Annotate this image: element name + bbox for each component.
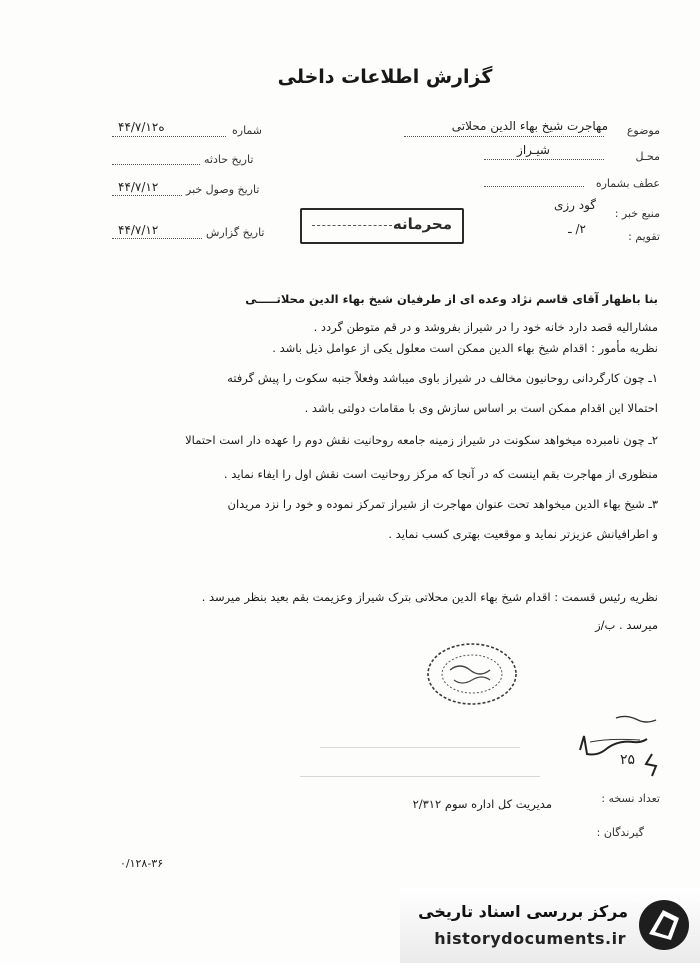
copies-label: تعداد نسخه : <box>601 792 660 805</box>
number-underline <box>112 136 226 137</box>
source-value: گود رزی <box>553 198 596 212</box>
archive-name: مرکز بررسی اسناد تاریخی <box>418 902 628 921</box>
faint-line-2 <box>300 776 540 777</box>
recipients-label: گیرندگان : <box>596 826 644 839</box>
confidential-stamp-text: محرمانه <box>392 215 452 233</box>
receipt-date-value: ۴۴/۷/۱۲ <box>118 180 159 194</box>
body-line-3: نظریه مأمور : اقدام شیخ بهاء الدین ممکن است معلول یکی از عوامل ذیل باشد . <box>272 341 658 355</box>
source-label: منبع خبر : <box>614 207 660 220</box>
reference-label: عطف بشماره <box>595 177 660 190</box>
subject-value: مهاجرت شیخ بهاء الدین محلاتی <box>451 119 608 133</box>
signature <box>560 712 670 782</box>
faint-line-1 <box>320 747 520 748</box>
body-line-2: مشارالیه قصد دارد خانه خود را در شیراز بفروشد و در قم متوطن گردد . <box>313 320 658 334</box>
subject-label: موضوع <box>626 124 660 137</box>
signature-number: ۲۵ <box>620 752 636 768</box>
archive-logo-icon <box>635 896 693 954</box>
reference-underline <box>484 186 584 187</box>
chief-opinion-end: میرسد . ب/ز <box>595 618 658 632</box>
place-value: شیـراز <box>517 143 550 157</box>
evaluation-value: ۲/ ـ <box>568 222 586 236</box>
body-line-1: بنا باظهار آقای قاسم نژاد وعده ای از طرفیان شیخ بهاء الدین محلاتـــــی <box>245 292 658 306</box>
number-label: شماره <box>232 124 263 137</box>
event-date-label: تاریخ حادثه <box>204 153 254 166</box>
receipt-date-label: تاریخ وصول خبر <box>186 183 260 196</box>
report-date-label: تاریخ گزارش <box>206 226 265 239</box>
body-line-5: احتمالا این اقدام ممکن است بر اساس سازش وی با مقامات دولتی باشد . <box>304 401 658 415</box>
stamp-dashes <box>312 225 392 226</box>
body-line-4: ۱ـ چون کارگردانی روحانیون مخالف در شیراز باوی میباشد وفعلاً جنبه سکوت را پیش گرفته <box>227 371 658 385</box>
subject-underline <box>404 136 604 137</box>
body-line-7: منظوری از مهاجرت بقم اینست که در آنجا که مرکز روحانیت است نقش اول را ایفاء نماید . <box>223 467 658 481</box>
report-date-value: ۴۴/۷/۱۲ <box>118 223 159 237</box>
evaluation-label: تقویم : <box>628 230 660 243</box>
number-value: ۴۴/۷/۱۲ه <box>118 120 165 134</box>
archive-code: ۰/۱۲۸-۳۶ <box>120 857 164 870</box>
place-underline <box>484 159 604 160</box>
receipt-date-underline <box>112 195 182 196</box>
event-date-underline <box>112 164 200 165</box>
body-line-6: ۲ـ چون نامبرده میخواهد سکونت در شیراز زمینه جامعه روحانیت نقش دوم را عهده دار است احتمالا <box>185 433 658 447</box>
round-seal <box>420 640 524 708</box>
place-label: محـل <box>635 150 660 163</box>
chief-opinion-line: نظریه رئیس قسمت : اقدام شیخ بهاء الدین محلاتی بترک شیراز وعزیمت بقم بعید بنظر میرسد . <box>201 590 658 604</box>
report-date-underline <box>112 238 202 239</box>
body-line-8: ۳ـ شیخ بهاء الدین میخواهد تحت عنوان مهاجرت از شیراز تمرکز نموده و خود را نزد مریدان <box>227 497 658 511</box>
archive-url: historydocuments.ir <box>434 929 626 948</box>
body-line-9: و اطرافیانش عزیزتر نماید و موقعیت بهتری کسب نماید . <box>388 527 658 541</box>
directorate-text: مدیریت کل اداره سوم ۲/۳۱۲ <box>412 797 552 811</box>
document-title: گزارش اطلاعات داخلی <box>277 66 493 88</box>
confidential-stamp <box>300 208 464 244</box>
